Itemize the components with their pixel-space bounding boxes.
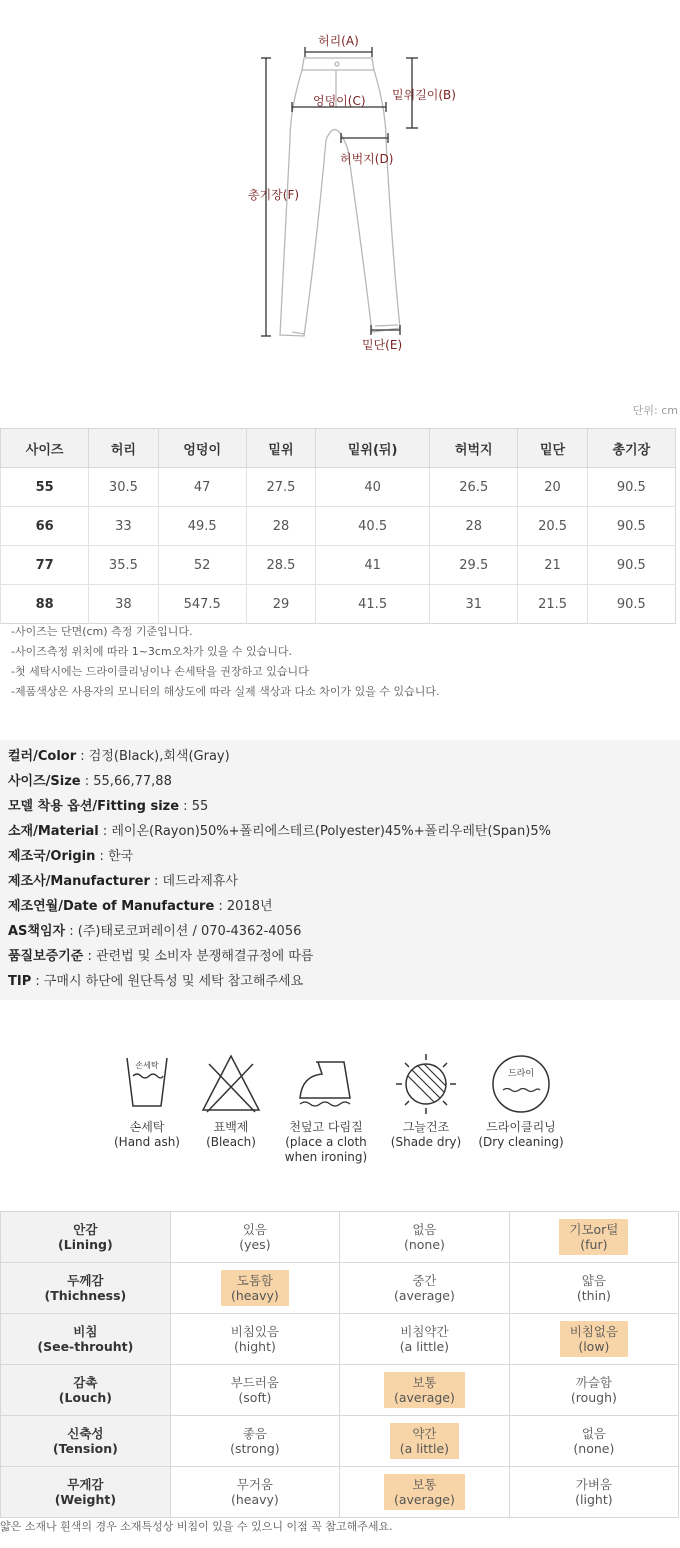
table-cell: 26.5 <box>430 468 518 507</box>
table-cell: 29 <box>246 585 315 624</box>
table-cell: 21.5 <box>518 585 587 624</box>
option-label-ko: 없음 <box>412 1222 437 1237</box>
size-table-header <box>1 429 676 468</box>
option-label-en: (none) <box>573 1441 615 1456</box>
care-label-en: (Hand ash) <box>114 1135 180 1149</box>
table-cell: 41 <box>316 546 430 585</box>
option-label-ko: 비침약간 <box>400 1324 449 1339</box>
table-cell: 20 <box>518 468 587 507</box>
feature-option-cell <box>170 1467 339 1518</box>
table-cell: 77 <box>1 546 89 585</box>
table-cell: 49.5 <box>158 507 246 546</box>
info-row <box>0 794 680 819</box>
feature-option-cell <box>340 1263 510 1314</box>
table-cell: 40 <box>316 468 430 507</box>
table-cell: 30.5 <box>89 468 158 507</box>
option-label-en: (light) <box>575 1492 613 1507</box>
table-cell: 47 <box>158 468 246 507</box>
feature-head <box>1 1314 171 1365</box>
label-hip: 엉덩이(C) <box>313 94 366 108</box>
feature-option <box>394 1219 455 1255</box>
option-label-ko: 비침없음 <box>569 1324 619 1339</box>
table-cell: 21 <box>518 546 587 585</box>
option-label-ko: 얇음 <box>581 1273 606 1288</box>
note-line: -첫 세탁시에는 드라이클리닝이나 손세탁을 권장하고 있습니다 <box>11 665 309 678</box>
care-label: 손세탁 <box>129 1120 165 1134</box>
feature-option <box>561 1372 627 1408</box>
option-label-ko: 없음 <box>581 1426 606 1441</box>
pants-illustration <box>0 0 680 400</box>
table-cell: 29.5 <box>430 546 518 585</box>
note-line: -사이즈는 단면(cm) 측정 기준입니다. <box>11 625 193 638</box>
feature-option-cell <box>170 1212 339 1263</box>
feature-option-selected <box>559 1219 628 1255</box>
info-value: : 레이온(Rayon)50%+폴리에스테르(Polyester)45%+폴리우레탄(Span)5% <box>98 824 551 839</box>
feature-option-cell <box>509 1314 678 1365</box>
label-rise: 밑위길이(B) <box>392 88 456 102</box>
care-label-en: (place a cloth <box>285 1135 367 1149</box>
info-value: : 검정(Black),회색(Gray) <box>76 749 230 764</box>
feature-head <box>1 1263 171 1314</box>
table-cell: 28.5 <box>246 546 315 585</box>
info-value: : 한국 <box>95 849 134 864</box>
feature-row <box>1 1212 679 1263</box>
measurement-diagram <box>0 0 680 400</box>
dry-cleaning-icon-text: 드라이 <box>507 1069 535 1079</box>
unit-label: 단위: cm <box>632 404 678 417</box>
care-label-en: when ironing) <box>284 1150 368 1164</box>
feature-head-en: (Louch) <box>58 1390 112 1405</box>
label-thigh: 허벅지(D) <box>340 152 394 166</box>
feature-option <box>390 1321 459 1357</box>
feature-head-en: (See-throuht) <box>37 1339 134 1354</box>
option-label-en: (yes) <box>239 1237 271 1252</box>
feature-option <box>229 1219 280 1255</box>
option-label-en: (average) <box>393 1288 455 1303</box>
option-label-ko: 기모or털 <box>569 1222 619 1237</box>
table-cell: 20.5 <box>518 507 587 546</box>
table-cell: 90.5 <box>587 468 675 507</box>
feature-option-selected <box>221 1270 289 1306</box>
hand-wash-icon <box>117 1052 177 1116</box>
feature-row <box>1 1314 679 1365</box>
info-row <box>0 844 680 869</box>
option-label-ko: 중간 <box>412 1273 437 1288</box>
feature-head-ko: 안감 <box>73 1222 98 1237</box>
feature-option-cell <box>340 1365 510 1416</box>
option-label-en: (hight) <box>233 1339 276 1354</box>
option-label-ko: 약간 <box>412 1426 437 1441</box>
option-label-en: (average) <box>393 1492 455 1507</box>
feature-option <box>221 1321 289 1357</box>
label-waist: 허리(A) <box>318 34 359 48</box>
care-label-en: (Bleach) <box>206 1135 256 1149</box>
option-label-en: (low) <box>578 1339 610 1354</box>
option-label-ko: 도톰함 <box>236 1273 274 1288</box>
care-label: 드라이클리닝 <box>486 1120 556 1134</box>
feature-option-selected <box>560 1321 628 1357</box>
feature-option-cell <box>340 1314 510 1365</box>
header-cell: 허벅지 <box>430 429 518 468</box>
header-cell: 총기장 <box>587 429 675 468</box>
info-label: 제조연월/Date of Manufacture <box>8 899 215 914</box>
feature-option <box>567 1270 621 1306</box>
fabric-feature-table <box>0 1211 679 1518</box>
table-row <box>1 507 676 546</box>
feature-option-selected <box>390 1423 459 1459</box>
info-label: 컬러/Color <box>8 749 77 764</box>
option-label-en: (heavy) <box>230 1492 279 1507</box>
feature-option-selected <box>384 1474 465 1510</box>
table-cell: 40.5 <box>316 507 430 546</box>
size-table <box>0 428 676 624</box>
info-value: : (주)태로코퍼레이션 / 070-4362-4056 <box>65 924 302 939</box>
table-cell: 31 <box>430 585 518 624</box>
header-cell: 밑위 <box>246 429 315 468</box>
feature-head <box>1 1212 171 1263</box>
care-label: 천덮고 다림질 <box>289 1120 363 1134</box>
feature-row <box>1 1416 679 1467</box>
option-label-ko: 비침있음 <box>230 1324 280 1339</box>
table-row <box>1 585 676 624</box>
option-label-en: (a little) <box>399 1441 450 1456</box>
info-row <box>0 744 680 769</box>
header-cell: 엉덩이 <box>158 429 246 468</box>
iron-icon <box>294 1052 358 1116</box>
info-value: : 55,66,77,88 <box>80 774 172 789</box>
label-hem: 밑단(E) <box>362 338 403 352</box>
info-value: : 구매시 하단에 원단특성 및 세탁 참고해주세요 <box>31 974 304 989</box>
care-ironing <box>278 1052 374 1165</box>
feature-head-ko: 신축성 <box>67 1426 104 1441</box>
feature-head-ko: 감촉 <box>73 1375 98 1390</box>
feature-option-cell <box>340 1416 510 1467</box>
table-cell: 28 <box>246 507 315 546</box>
option-label-ko: 보통 <box>412 1375 437 1390</box>
feature-option-cell <box>170 1263 339 1314</box>
feature-option-cell <box>170 1365 339 1416</box>
feature-head-ko: 무게감 <box>67 1477 104 1492</box>
care-label: 표백제 <box>213 1120 249 1134</box>
feature-option <box>565 1474 622 1510</box>
table-row <box>1 546 676 585</box>
feature-option-cell <box>170 1416 339 1467</box>
feature-option <box>563 1423 624 1459</box>
care-bleach <box>194 1052 268 1150</box>
info-row <box>0 969 680 994</box>
feature-option <box>221 1372 289 1408</box>
option-label-en: (average) <box>393 1390 455 1405</box>
table-cell: 41.5 <box>316 585 430 624</box>
feature-option-cell <box>340 1467 510 1518</box>
option-label-ko: 좋음 <box>242 1426 267 1441</box>
info-row <box>0 944 680 969</box>
table-cell: 90.5 <box>587 507 675 546</box>
info-label: AS책임자 <box>8 924 66 939</box>
table-cell: 88 <box>1 585 89 624</box>
feature-row <box>1 1263 679 1314</box>
feature-head-en: (Lining) <box>58 1237 113 1252</box>
note-line: -사이즈측정 위치에 따라 1~3cm오차가 있을 수 있습니다. <box>11 645 292 658</box>
option-label-en: (a little) <box>399 1339 450 1354</box>
feature-option-cell <box>509 1263 678 1314</box>
header-cell: 허리 <box>89 429 158 468</box>
feature-head <box>1 1365 171 1416</box>
care-label: 그늘건조 <box>402 1120 450 1134</box>
table-cell: 90.5 <box>587 585 675 624</box>
care-dry-cleaning <box>472 1052 570 1150</box>
table-cell: 35.5 <box>89 546 158 585</box>
care-shade-dry <box>384 1052 468 1150</box>
feature-row <box>1 1365 679 1416</box>
no-bleach-icon <box>199 1052 263 1116</box>
shade-dry-icon <box>394 1052 458 1116</box>
info-row <box>0 819 680 844</box>
info-row <box>0 894 680 919</box>
info-label: 사이즈/Size <box>8 774 81 789</box>
table-cell: 33 <box>89 507 158 546</box>
table-row <box>1 468 676 507</box>
option-label-ko: 까슬함 <box>575 1375 612 1390</box>
option-label-ko: 가벼움 <box>575 1477 612 1492</box>
info-label: 제조사/Manufacturer <box>8 874 150 889</box>
option-label-ko: 무거움 <box>236 1477 274 1492</box>
feature-option <box>221 1474 289 1510</box>
table-cell: 28 <box>430 507 518 546</box>
label-total-length: 총기장(F) <box>248 188 300 202</box>
header-cell: 밑단 <box>518 429 587 468</box>
feature-option-cell <box>340 1212 510 1263</box>
header-cell: 사이즈 <box>1 429 89 468</box>
info-label: 제조국/Origin <box>8 849 96 864</box>
option-label-en: (soft) <box>238 1390 272 1405</box>
option-label-en: (none) <box>403 1237 445 1252</box>
info-value: : 55 <box>179 799 209 814</box>
option-label-en: (fur) <box>580 1237 608 1252</box>
feature-head-ko: 비침 <box>73 1324 98 1339</box>
info-label: 모델 착용 옵션/Fitting size <box>8 799 180 814</box>
feature-option-cell <box>509 1467 678 1518</box>
footnote: 얇은 소재나 흰색의 경우 소재특성상 비침이 있을 수 있으니 이점 꼭 참고해주세요. <box>0 1520 393 1533</box>
feature-option-cell <box>509 1212 678 1263</box>
option-label-en: (strong) <box>230 1441 280 1456</box>
feature-option-selected <box>384 1372 465 1408</box>
hand-wash-icon-text: 손세탁 <box>135 1061 159 1070</box>
info-label: 소재/Material <box>8 824 99 839</box>
option-label-en: (rough) <box>570 1390 617 1405</box>
option-label-en: (heavy) <box>230 1288 279 1303</box>
product-info <box>0 740 680 1000</box>
feature-option <box>220 1423 290 1459</box>
table-cell: 38 <box>89 585 158 624</box>
table-cell: 55 <box>1 468 89 507</box>
feature-option-cell <box>170 1314 339 1365</box>
header-cell: 밑위(뒤) <box>316 429 430 468</box>
feature-head <box>1 1416 171 1467</box>
feature-row <box>1 1467 679 1518</box>
table-cell: 27.5 <box>246 468 315 507</box>
table-cell: 90.5 <box>587 546 675 585</box>
table-cell: 547.5 <box>158 585 246 624</box>
info-row <box>0 919 680 944</box>
info-label: 품질보증기준 <box>8 949 84 964</box>
info-row <box>0 769 680 794</box>
feature-head-en: (Tension) <box>52 1441 118 1456</box>
info-value: : 데드라제휴사 <box>149 874 238 889</box>
option-label-ko: 부드러움 <box>230 1375 280 1390</box>
option-label-ko: 보통 <box>412 1477 437 1492</box>
info-value: : 2018년 <box>214 899 273 914</box>
size-notes <box>11 622 439 702</box>
feature-option <box>384 1270 465 1306</box>
dry-cleaning-icon <box>489 1052 553 1116</box>
care-label-en: (Dry cleaning) <box>478 1135 564 1149</box>
info-label: TIP <box>8 974 32 989</box>
feature-option-cell <box>509 1365 678 1416</box>
care-hand-wash <box>104 1052 190 1150</box>
feature-option-cell <box>509 1416 678 1467</box>
care-label-en: (Shade dry) <box>390 1135 462 1149</box>
feature-head-ko: 두께감 <box>67 1273 104 1288</box>
table-cell: 52 <box>158 546 246 585</box>
info-row <box>0 869 680 894</box>
info-value: : 관련법 및 소비자 분쟁해결규정에 따름 <box>83 949 314 964</box>
option-label-ko: 있음 <box>242 1222 267 1237</box>
note-line: -제품색상은 사용자의 모니터의 해상도에 따라 실제 색상과 다소 차이가 있을 수 있습니다. <box>11 685 440 698</box>
feature-head-en: (Weight) <box>54 1492 117 1507</box>
option-label-en: (thin) <box>576 1288 611 1303</box>
feature-head <box>1 1467 171 1518</box>
feature-head-en: (Thichness) <box>44 1288 127 1303</box>
table-cell: 66 <box>1 507 89 546</box>
